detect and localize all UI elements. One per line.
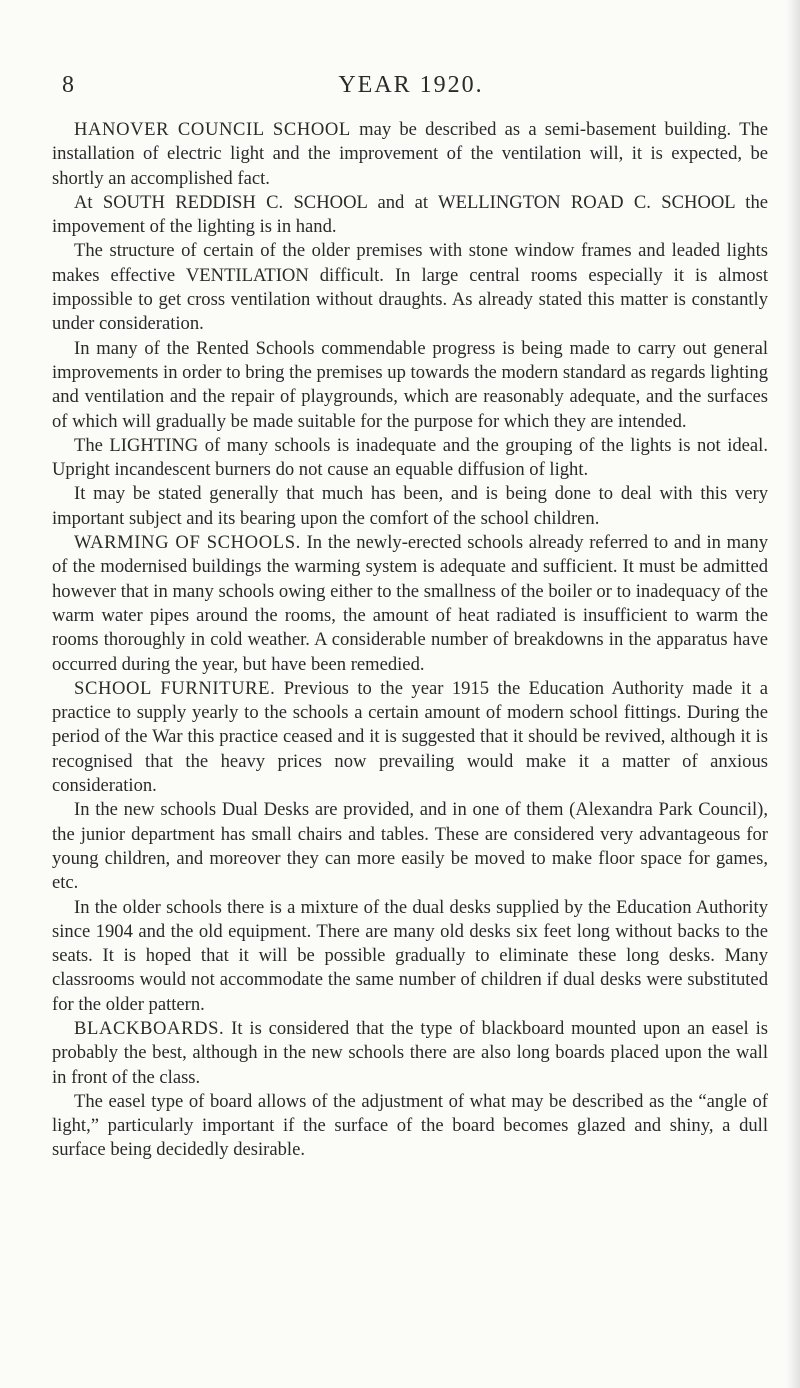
paragraph-text: In the newly-erected schools already referred to and in many of the modernised buildings the warming system is adequate and sufficient. It must be admitted however that in many schools owing either to the smallness of the boiler or to inadequacy of the warm water pipes around the rooms, the amount of heat radiated is insufficient to warm the rooms thoroughly in cold weather. A considerable number of breakdowns in the apparatus have occurred during the year, but have been remedied. [52,532,768,675]
paragraph-text: In the new schools Dual Desks are provided, and in one of them (Alexandra Park Council), the junior department has small chairs and tables. These are considered very advantageous for young children, and moreover they can more easily be moved to make floor space for games, etc. [52,799,768,894]
paragraph-text: The structure of certain of the older premises with stone window frames and leaded lights makes effective VENTILATION difficult. In large central rooms especially it is almost impossible to get cross ventilation without draughts. As already stated this matter is constantly under consideration. [52,240,768,335]
paragraph-text: At SOUTH REDDISH C. SCHOOL and at WELLINGTON ROAD C. SCHOOL the impovement of the lighting is in hand. [52,191,768,238]
paragraph [52,1017,768,1090]
paragraph-lead: HANOVER COUNCIL SCHOOL [74,119,351,140]
paragraph [52,1090,768,1163]
paragraph-lead: WARMING OF SCHOOLS. [74,532,301,554]
running-title: YEAR 1920. [338,72,484,98]
paragraph [52,239,768,336]
paragraph-text: The LIGHTING of many schools is inadequate and the grouping of the lights is not ideal. Upright incandescent burners do not cause an equable diffusion of light. [52,434,768,481]
paragraph-text: The easel type of board allows of the adjustment of what may be described as the “angle of light,” particularly important if the surface of the board becomes glazed and shiny, a dull surface being decidedly desirable. [52,1090,768,1161]
paragraph-text: It is considered that the type of blackboard mounted upon an easel is probably the best, although in the new schools there are also long boards placed upon the wall in front of the class. [52,1017,768,1088]
paragraph [52,896,768,1017]
paragraph-lead: BLACKBOARDS. [74,1017,225,1039]
paragraph [52,677,768,798]
paragraph-text: In the older schools there is a mixture of the dual desks supplied by the Education Authority since 1904 and the old equipment. There are many old desks six feet long without backs to the seats. It is hoped that it will be possible gradually to eliminate these long desks. Many classrooms would not accommodate the same number of children if dual desks were substituted for the older pattern. [52,896,768,1015]
paragraph [52,434,768,483]
paragraph [52,337,768,434]
paragraph [52,118,768,191]
body-text [52,118,768,1163]
paragraph [52,798,768,895]
page-header [62,72,760,106]
paragraph [52,531,768,677]
paragraph-text: may be described as a semi-basement building. The installation of electric light and the improvement of the ventilation will, it is expected, be shortly an accomplished fact. [52,119,768,189]
paragraph [52,482,768,531]
page-number: 8 [62,72,75,98]
paragraph-text: In many of the Rented Schools commendable progress is being made to carry out general improvements in order to bring the premises up towards the modern standard as regards lighting and ventilation and the repair of playgrounds, which are reasonably adequate, and the surfaces of which will gradually be made suitable for the purpose for which they are intended. [52,337,768,432]
paragraph [52,191,768,240]
paragraph-lead: SCHOOL FURNITURE. [74,677,276,699]
page-edge-shadow [786,0,800,1388]
paragraph-text: Previous to the year 1915 the Education Authority made it a practice to supply yearly to the schools a certain amount of modern school fittings. During the period of the War this practice ceased and it is suggested that it should be revived, although it is recognised that the heavy prices now prevailing would make it a matter of anxious consideration. [52,677,768,797]
paragraph-text: It may be stated generally that much has been, and is being done to deal with this very important subject and its bearing upon the comfort of the school children. [52,483,768,529]
